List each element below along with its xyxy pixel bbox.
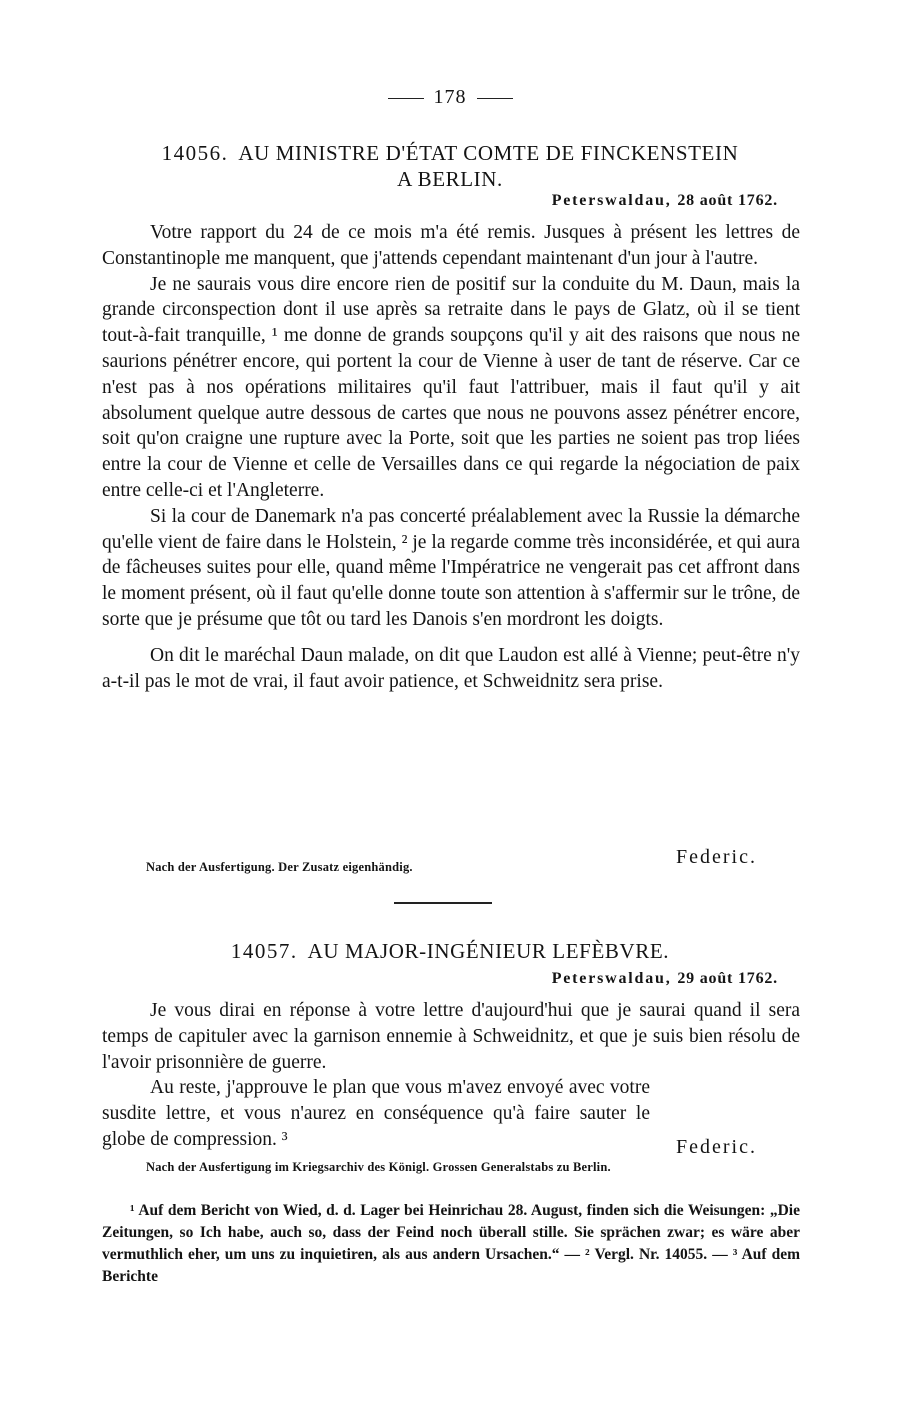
letter-2-paragraph: Je vous dirai en réponse à votre lettre d'aujourd'hui que je saurai quand il sera temps de capituler avec la garnison ennemie à Schweidnitz, et que je suis bien résolu de l'avoir prisonnière de guerre. xyxy=(102,1000,800,1073)
footnotes: ¹ Auf dem Bericht von Wied, d. d. Lager bei Heinrichau 28. August, finden sich die Weisungen: „Die Zeitungen, so Ich habe, auch so, dass der Feind noch überall stille. Sie sprächen zwar; es wäre aber vermuthlich eher, um uns zu inquietiren, als aus andern Ursachen.“ — ² Vergl. Nr. 14055. — ³ Auf dem Berichte xyxy=(102,1202,800,1285)
letter-1-paragraph: Si la cour de Danemark n'a pas concerté préalablement avec la Russie la démarche qu'elle vient de faire dans le Holstein, ² je la regarde comme très inconsidérée, et qui aura de fâcheuses suites pour elle, quand même l'Impératrice ne vengerait pas cet affront dans le moment présent, où il faut qu'elle donne toute son attention à s'affermir sur le trône, de sorte que je présume que tôt ou tard les Danois s'en mordront les doigts. xyxy=(102,505,800,630)
letter-1-signature: Federic. xyxy=(676,846,757,868)
letter-1-place-date: Peterswaldau, 28 août 1762. xyxy=(551,192,778,209)
letter-1-title: AU MINISTRE D'ÉTAT COMTE DE FINCKENSTEIN xyxy=(238,141,739,165)
page-number: 178 xyxy=(0,86,900,109)
letter-1-source-note: Nach der Ausfertigung. Der Zusatz eigenhändig. xyxy=(146,860,413,874)
letter-2-paragraph: Au reste, j'approuve le plan que vous m'avez envoyé avec votre susdite lettre, et vous n'aurez en conséquence qu'à faire sauter le globe de compression. ³ xyxy=(102,1077,650,1150)
letter-1-heading xyxy=(100,140,800,192)
letter-2-number: 14057. xyxy=(230,939,298,963)
letter-1-paragraph: Je ne saurais vous dire encore rien de positif sur la conduite du M. Daun, mais la grande circonspection dont il use après sa retraite dans le pays de Glatz, où il se tient tout-à-fait tranquille, ¹ me donne de grands soupçons qu'il y ait des raisons que nous ne saurions pénétrer encore, qui portent la cour de Vienne à user de tant de réserve. Car ce n'est pas à nos opérations militaires qu'il faut l'attribuer, mais il faut qu'il y ait absolument quelque autre dessous de cartes que nous ne pouvons assez pénétrer encore, soit qu'on craigne une rupture avec la Porte, soit que les parties ne soient pas trop liées entre la cour de Vienne et celle de Versailles dans ce qui regarde la négociation de paix entre celle-ci et l'Angleterre. xyxy=(102,273,800,501)
letter-2-source-note: Nach der Ausfertigung im Kriegsarchiv des Königl. Grossen Generalstabs zu Berlin. xyxy=(146,1160,611,1174)
letter-2-title: AU MAJOR-INGÉNIEUR LEFÈBVRE. xyxy=(307,939,670,963)
letter-1-paragraph: Votre rapport du 24 de ce mois m'a été remis. Jusques à présent les lettres de Constantinople me manquent, que j'attends cependant maintenant d'un jour à l'autre. xyxy=(102,222,800,269)
separator-rule xyxy=(394,902,492,904)
letter-1-number: 14056. xyxy=(161,141,229,165)
letter-1-paragraph: On dit le maréchal Daun malade, on dit que Laudon est allé à Vienne; peut-être n'y a-t-il pas le mot de vrai, il faut avoir patience, et Schweidnitz sera prise. xyxy=(102,644,800,692)
letter-2-body xyxy=(102,998,800,1153)
dash-left xyxy=(388,98,424,99)
letter-1-body xyxy=(102,220,800,694)
letter-1-title-line2: A BERLIN. xyxy=(397,167,503,191)
letter-2-place-date: Peterswaldau, 29 août 1762. xyxy=(551,970,778,987)
letter-2-heading xyxy=(100,938,800,964)
letter-2-signature: Federic. xyxy=(676,1136,757,1158)
dash-right xyxy=(477,98,513,99)
